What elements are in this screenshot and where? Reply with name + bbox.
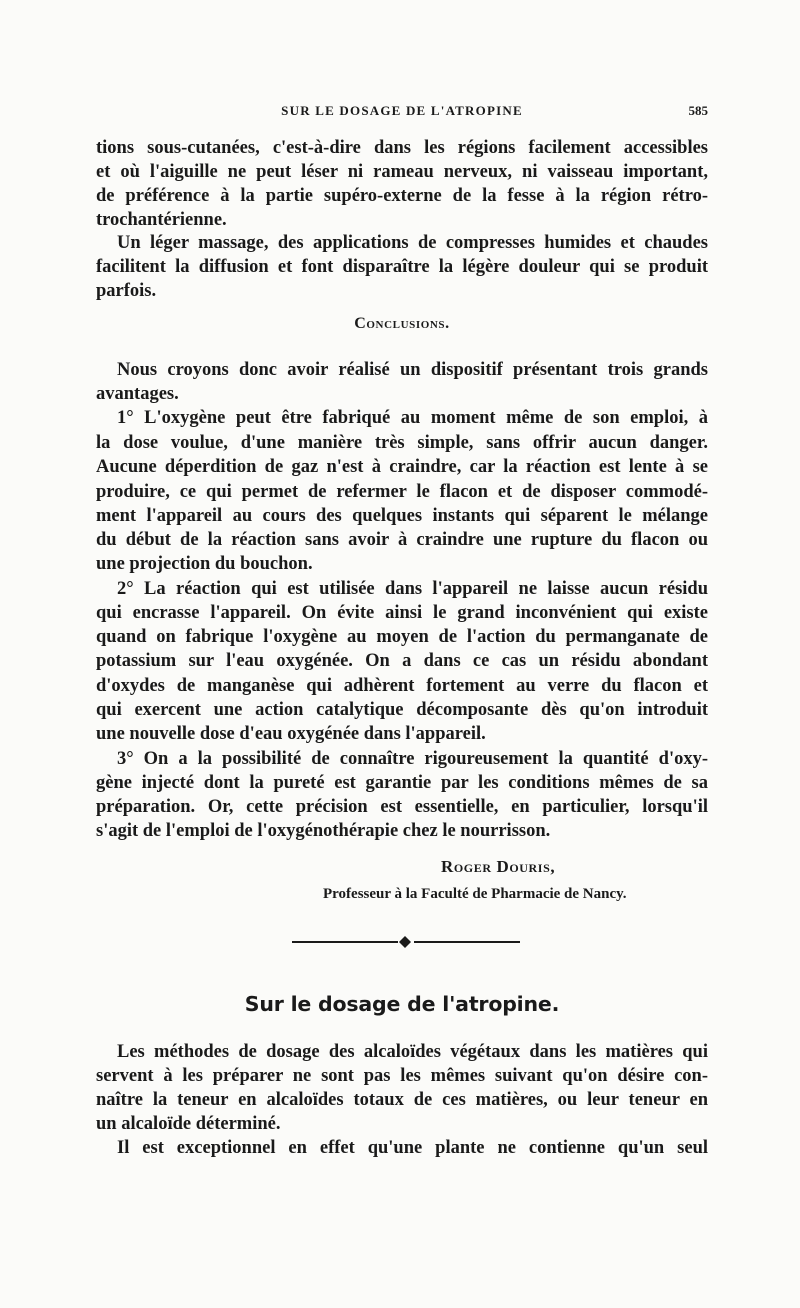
text-line: tions sous-cutanées, c'est-à-dire dans les régions facilement accessibles — [96, 138, 708, 158]
signature-name: Roger Douris, — [441, 857, 556, 876]
section-divider — [292, 934, 520, 950]
text-line: qui encrasse l'appareil. On évite ainsi le grand inconvénient qui existe — [96, 603, 708, 623]
divider-rule-right — [414, 941, 520, 943]
text-line: Nous croyons donc avoir réalisé un dispositif présentant trois grands — [117, 360, 708, 380]
text-line: gène injecté dont la pureté est garantie par les conditions mêmes de sa — [96, 773, 708, 793]
text-line: servent à les préparer ne sont pas les mêmes suivant qu'on désire con- — [96, 1066, 708, 1086]
text-line: potassium sur l'eau oxygénée. On a dans ce cas un résidu abondant — [96, 651, 708, 671]
text-line: facilitent la diffusion et font disparaître la légère douleur qui se produit — [96, 257, 708, 277]
text-line: produire, ce qui permet de refermer le flacon et de disposer commodé- — [96, 482, 708, 502]
text-line: une nouvelle dose d'eau oxygénée dans l'appareil. — [96, 724, 486, 744]
text-line: Un léger massage, des applications de compresses humides et chaudes — [117, 233, 708, 253]
text-line: trochantérienne. — [96, 210, 227, 230]
text-line: qui exercent une action catalytique décomposante dès qu'on introduit — [96, 700, 708, 720]
text-line: 2° La réaction qui est utilisée dans l'appareil ne laisse aucun résidu — [117, 579, 708, 599]
text-line: naître la teneur en alcaloïdes totaux de ces matières, ou leur teneur en — [96, 1090, 708, 1110]
text-line: avantages. — [96, 384, 179, 404]
section-title: Sur le dosage de l'atropine. — [244, 992, 560, 1016]
text-line: ment l'appareil au cours des quelques instants qui séparent le mélange — [96, 506, 708, 526]
conclusions-heading: Conclusions. — [354, 315, 450, 332]
text-line: du début de la réaction sans avoir à craindre une rupture du flacon ou — [96, 530, 708, 550]
signature-title: Professeur à la Faculté de Pharmacie de Nancy. — [323, 886, 627, 902]
diamond-ornament-icon — [399, 936, 411, 948]
running-head — [96, 103, 708, 123]
text-line: et où l'aiguille ne peut léser ni rameau nerveux, ni vaisseau important, — [96, 162, 708, 182]
page-number: 585 — [688, 103, 708, 118]
text-line: de préférence à la partie supéro-externe de la fesse à la région rétro- — [96, 186, 708, 206]
text-line: 3° On a la possibilité de connaître rigoureusement la quantité d'oxy- — [117, 749, 708, 769]
text-line: un alcaloïde déterminé. — [96, 1114, 281, 1134]
text-line: préparation. Or, cette précision est essentielle, en particulier, lorsqu'il — [96, 797, 708, 817]
text-line: Les méthodes de dosage des alcaloïdes végétaux dans les matières qui — [117, 1042, 708, 1062]
text-line: 1° L'oxygène peut être fabriqué au moment même de son emploi, à — [117, 408, 708, 428]
text-line: quand on fabrique l'oxygène au moyen de l'action du permanganate de — [96, 627, 708, 647]
text-line: d'oxydes de manganèse qui adhèrent fortement au verre du flacon et — [96, 676, 708, 696]
text-line: parfois. — [96, 281, 157, 301]
text-line: Il est exceptionnel en effet qu'une plante ne contienne qu'un seul — [117, 1138, 708, 1158]
text-line: une projection du bouchon. — [96, 554, 313, 574]
text-line: la dose voulue, d'une manière très simple, sans offrir aucun danger. — [96, 433, 708, 453]
text-line: s'agit de l'emploi de l'oxygénothérapie chez le nourrisson. — [96, 821, 551, 841]
text-line: Aucune déperdition de gaz n'est à craindre, car la réaction est lente à se — [96, 457, 708, 477]
divider-rule-left — [292, 941, 398, 943]
running-title: SUR LE DOSAGE DE L'ATROPINE — [281, 103, 523, 118]
